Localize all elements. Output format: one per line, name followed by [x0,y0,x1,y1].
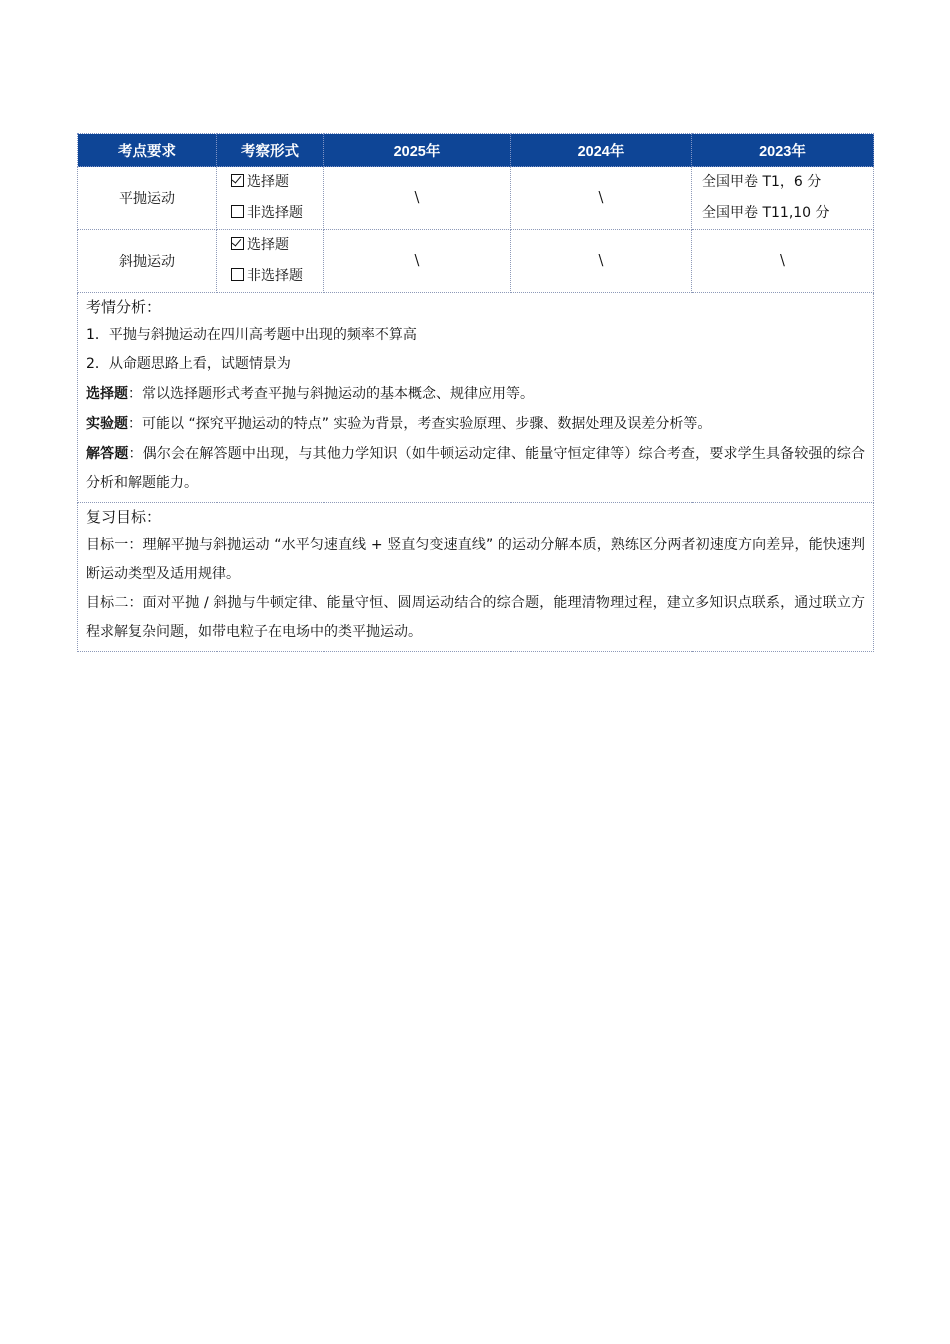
checked-checkbox-icon [231,237,244,250]
year-2025-cell: \ [324,230,511,293]
item-text: ：常以选择题形式考查平抛与斜抛运动的基本概念、规律应用等。 [128,386,534,402]
review-goal: 目标二：面对平抛 / 斜抛与牛顿定律、能量守恒、圆周运动结合的综合题，能理清物理过程，建立多知识点联系，通过联立方程求解复杂问题，如带电粒子在电场中的类平抛运动。 [86,595,865,640]
item-label: 解答题 [86,445,129,461]
analysis-row [78,293,874,503]
review-goal: 目标一：理解平抛与斜抛运动 “水平匀速直线 + 竖直匀变速直线” 的运动分解本质，熟练区分两者初速度方向差异，能快速判断运动类型及适用规律。 [86,537,865,582]
option-label: 非选择题 [247,268,303,284]
option-label: 选择题 [247,237,289,253]
analysis-cell [78,293,874,503]
header-cell: 考点要求 [78,134,217,167]
option-item [217,261,323,292]
year-2024-cell: \ [511,167,692,230]
table-header-row [78,134,874,167]
topic-cell: 斜抛运动 [78,230,217,293]
header-cell: 2023年 [692,134,874,167]
review-row [78,503,874,652]
year-2025-cell: \ [324,167,511,230]
analysis-item [86,379,865,409]
item-label: 选择题 [86,385,128,401]
exam-ref: 全国甲卷 T11,10 分 [702,205,830,221]
table-row [78,230,874,293]
review-title: 复习目标： [86,509,162,526]
analysis-point: 2．从命题思路上看，试题情景为 [86,356,291,372]
analysis-item [86,439,865,498]
header-cell: 2025年 [324,134,511,167]
analysis-item [86,409,865,439]
analysis-point: 1．平抛与斜抛运动在四川高考题中出现的频率不算高 [86,327,417,343]
analysis-title: 考情分析： [86,299,162,316]
item-text: ：可能以 “探究平抛运动的特点” 实验为背景，考查实验原理、步骤、数据处理及误差分析等。 [128,416,712,432]
form-cell [217,167,324,230]
option-item [217,167,323,198]
option-label: 非选择题 [247,205,303,221]
option-item [217,198,323,229]
unchecked-checkbox-icon [231,268,244,281]
topic-cell: 平抛运动 [78,167,217,230]
form-cell [217,230,324,293]
unchecked-checkbox-icon [231,205,244,218]
item-label: 实验题 [86,415,128,431]
table-row [78,167,874,230]
exam-analysis-table [77,133,874,652]
checked-checkbox-icon [231,174,244,187]
item-text: ：偶尔会在解答题中出现，与其他力学知识（如牛顿运动定律、能量守恒定律等）综合考查，要求学生具备较强的综合分析和解题能力。 [86,446,865,491]
option-label: 选择题 [247,174,289,190]
header-cell: 考察形式 [217,134,324,167]
header-cell: 2024年 [511,134,692,167]
year-2024-cell: \ [511,230,692,293]
option-item [217,230,323,261]
review-cell [78,503,874,652]
year-2023-cell [692,167,874,230]
exam-ref: 全国甲卷 T1，6 分 [702,174,822,190]
year-2023-cell: \ [692,230,874,293]
